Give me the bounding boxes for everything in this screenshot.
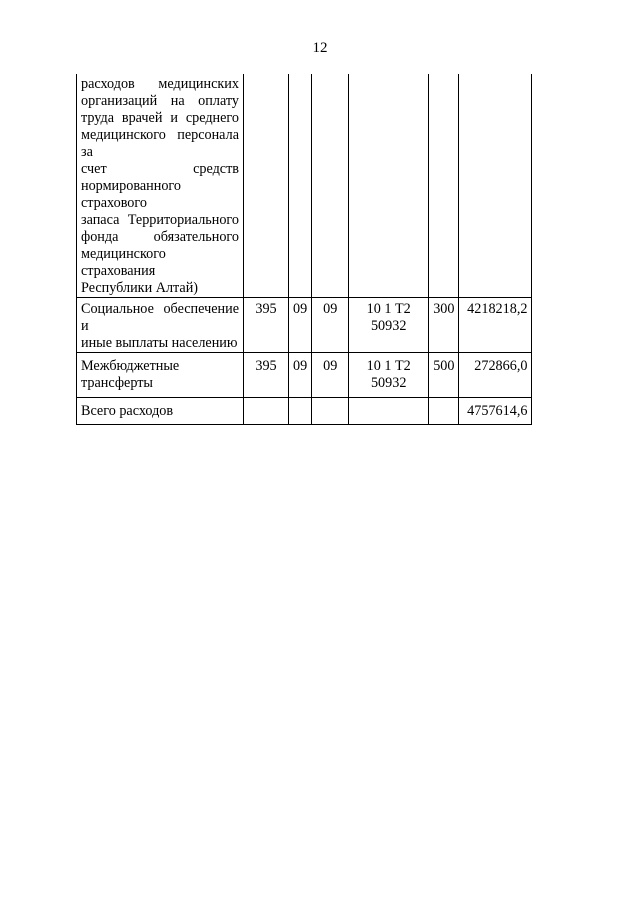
subsection-code-cell: 09 [312,353,349,398]
ministry-code-cell [244,74,289,298]
section-code-cell [289,74,312,298]
section-code-cell: 09 [289,298,312,353]
subsection-code-cell: 09 [312,298,349,353]
row-name-line: запаса Территориального [81,212,239,228]
row-name-line: организаций на оплату [81,93,239,109]
page-number: 12 [312,40,328,56]
expense-type-cell [429,398,459,425]
expense-type-cell: 500 [429,353,459,398]
row-name-line: Социальное обеспечение и [81,301,239,334]
row-name-cell [77,398,244,425]
row-name-line: расходов медицинских [81,76,239,92]
row-name-line: трансферты [81,375,153,391]
ministry-code-cell: 395 [244,298,289,353]
table-row [77,398,532,425]
target-item-cell: 10 1 Т2 50932 [349,353,429,398]
subsection-code-cell [312,398,349,425]
target-item-cell: 10 1 Т2 50932 [349,298,429,353]
row-name-cell [77,298,244,353]
row-name-line: Республики Алтай) [81,280,199,296]
row-name-line: труда врачей и среднего [81,110,239,126]
row-name-line: Межбюджетные [81,358,180,374]
ministry-code-cell [244,398,289,425]
expense-type-cell [429,74,459,298]
amount-cell [459,74,532,298]
ministry-code-cell: 395 [244,353,289,398]
row-name-cell [77,74,244,298]
row-name-line: Всего расходов [81,403,174,419]
row-name-line: счет средств [81,161,239,177]
row-name-line: иные выплаты населению [81,335,238,351]
section-code-cell [289,398,312,425]
subsection-code-cell [312,74,349,298]
row-name-line: медицинского персонала за [81,127,239,160]
amount-cell: 272866,0 [459,353,532,398]
table-row [77,353,532,398]
table-row [77,74,532,298]
target-item-cell [349,74,429,298]
section-code-cell: 09 [289,353,312,398]
amount-cell: 4757614,6 [459,398,532,425]
row-name-line: нормированного страхового [81,178,181,211]
target-item-cell [349,398,429,425]
row-name-line: фонда обязательного [81,229,239,245]
amount-cell: 4218218,2 [459,298,532,353]
row-name-cell [77,353,244,398]
expenditure-table [76,74,532,425]
table-row [77,298,532,353]
row-name-line: медицинского страхования [81,246,166,279]
expense-type-cell: 300 [429,298,459,353]
